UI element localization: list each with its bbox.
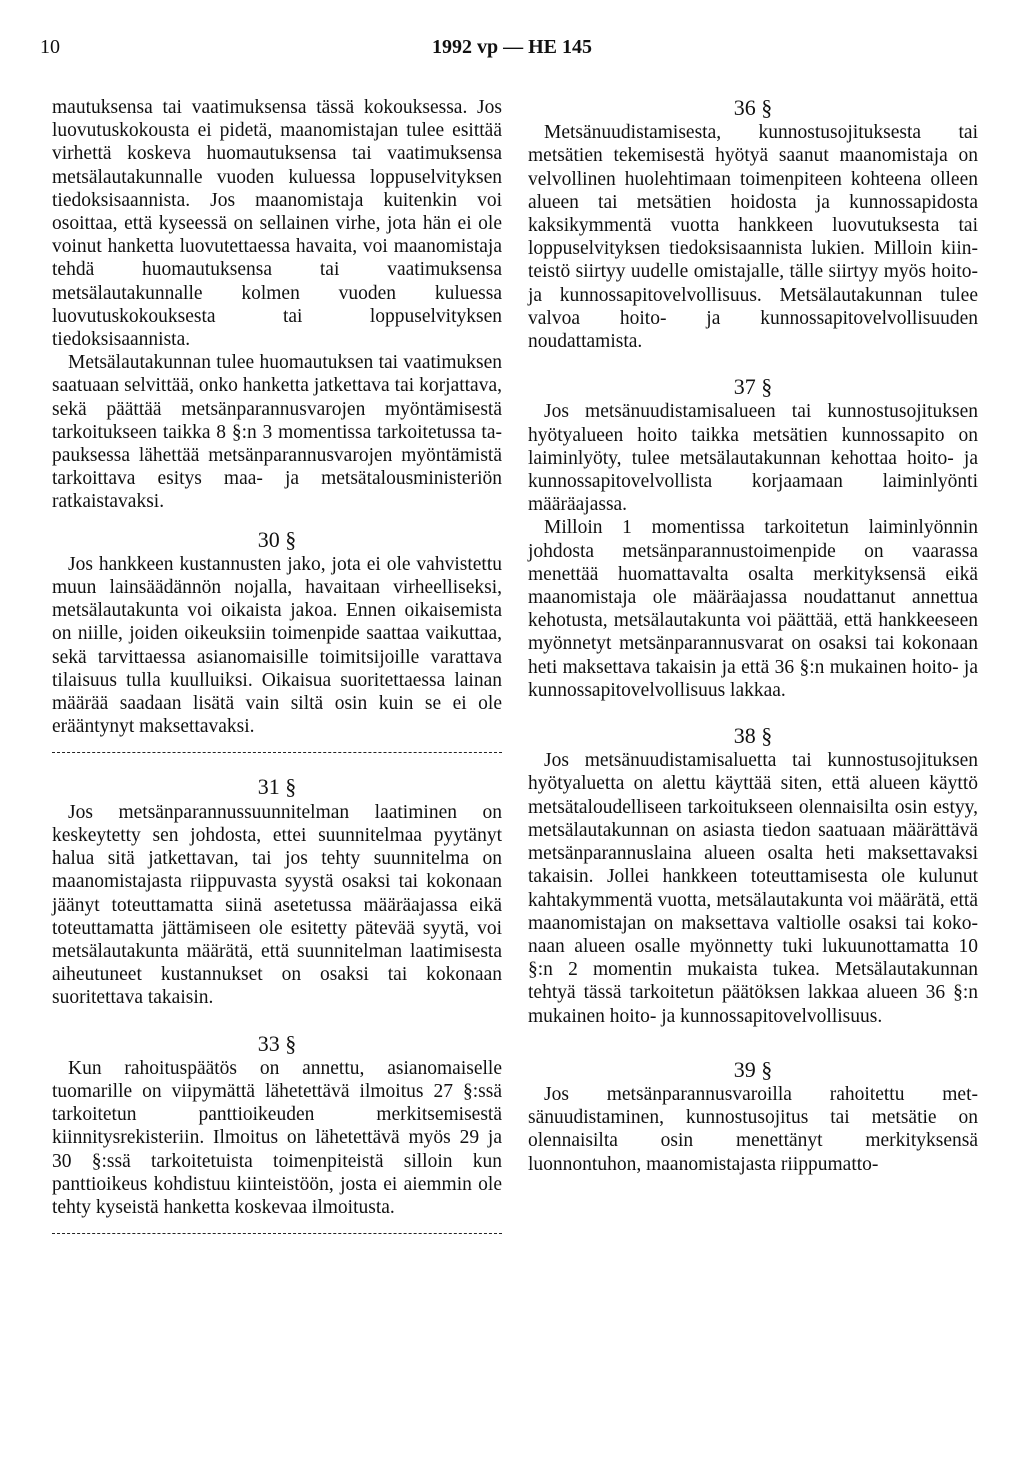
section-38-text: Jos metsänuudistamisaluetta tai kunnostusojituksen hyötyaluetta on alettu käyttää siten, että alueen käyttö metsätaloudelliseen tarkoitukseen olennaisilta osin estyy, metsälautakunnan on asiasta tiedon saatuaan määrättävä metsänparannuslaina alueen osalta heti maksettavaksi takaisin. Jollei hankkeen toteuttamisesta ole kulunut kahtakymmentä vuotta, metsälautakunta voi määrätä, että maanomistajan on maksettava valtiolle osaksi tai kokonaan alueen osalle myönnetty tuki lukuunottamatta 10 §:n 2 momentin mukaista tukea. Metsälautakunnan tehtyä tässä tarkoitetun päätöksen lakkaa alueen 36 §:n mukainen hoito- ja kunnossapitovelvollisuus. — [528, 750, 978, 1027]
intro-paragraph-2: Metsälautakunnan tulee huomautuksen tai vaatimuksen saatuaan selvittää, onko hanketta jatkettava tai korjattava, sekä päättää metsänparannusvarojen myöntämisestä tarkoitukseen taikka 8 §:n 3 momentissa tarkoitetussa tapauksessa lähettää metsänparannusvarojen myöntämistä tarkoittava esitys maa- ja metsätalousministeriön ratkaistavaksi. — [52, 352, 502, 513]
section-37-text-2: Milloin 1 momentissa tarkoitetun laiminlyönnin johdosta metsänparannustoimenpide on vaarassa menettää huomattavalta osalta merkityksensä eikä maanomistaja ole määräajassa noudattanut annettua kehotusta, metsälautakunta voi päättää, että hankkeeseen myönnetyt metsänparannusvarat on osaksi tai kokonaan heti maksettava takaisin ja että 36 §:n mukainen hoito- ja kunnossapitovelvollisuus lakkaa. — [528, 517, 978, 701]
section-divider — [52, 1233, 502, 1234]
section-30-text: Jos hankkeen kustannusten jako, jota ei ole vahvistettu muun lainsäädännön nojalla, havaitaan virheelliseksi, metsälautakunta voi oikaista jakoa. Ennen oikaisemista on niille, joiden oikeuksiin toimenpide saattaa vaikuttaa, sekä tarvittaessa asianomaisille toimitsijoille varattava tilaisuus tulla kuulluiksi. Oikaisua suoritettaessa lainan määrää saadaan lisätä vain siltä osin kuin se ei ole erääntynyt maksettavaksi. — [52, 553, 502, 738]
left-column — [52, 96, 502, 1234]
section-38-heading: 38 § — [733, 723, 773, 749]
section-36-text: Metsänuudistamisesta, kunnostusojituksesta tai metsätien tekemisestä hyötyä saanut maanomistaja on velvollinen huolehtimaan toimenpiteen kohteena olleen alueen tai metsätien hoidosta ja kunnossapidosta kaksikymmentä vuotta hankkeen luovutuksesta tai loppuselvityksen tiedoksisaannista lukien. Milloin kiinteistö siirtyy uudelle omistajalle, tälle siirtyy myös hoito- ja kunnossapitovelvollisuus. Metsälautakunnan tulee valvoa hoito- ja kunnossapitovelvollisuuden noudattamista. — [528, 122, 978, 353]
page-number: 10 — [40, 36, 60, 58]
running-head: 1992 vp — HE 145 — [431, 36, 593, 58]
section-39-heading: 39 § — [733, 1056, 773, 1082]
intro-paragraph-1: mautuksensa tai vaatimuksensa tässä kokouksessa. Jos luovutuskokousta ei pidetä, maanomistajan tulee esittää virhettä koskeva huomautuksensa tai vaatimuksensa metsälautakunnalle vuoden kuluessa loppuselvityksen tiedoksisaannista. Jos maanomistaja kuitenkin voi osoittaa, että kyseessä on sellainen virhe, jota hän ei ole voinut hanketta luovutettaessa havaita, voi maanomistaja tehdä huomautuksensa tai vaatimuksensa metsälautakunnalle kolmen vuoden kuluessa luovutuskokouksesta tai loppuselvityksen tiedoksisaannista. — [52, 97, 502, 351]
section-30-heading: 30 § — [257, 526, 297, 552]
right-column — [528, 96, 978, 1176]
section-36-heading: 36 § — [733, 95, 773, 120]
section-37-heading: 37 § — [733, 374, 773, 400]
section-31-heading: 31 § — [257, 774, 297, 800]
section-33-heading: 33 § — [257, 1030, 297, 1056]
section-39-text: Jos metsänparannusvaroilla rahoitettu metsänuudistaminen, kunnostusojitus tai metsätie on olennaisilta osin menettänyt merkityksensä luonnontuhon, maanomistajasta riippumatto- — [528, 1083, 978, 1175]
section-37-text-1: Jos metsänuudistamisalueen tai kunnostusojituksen hyötyalueen hoito taikka metsätien kunnossapito on laiminlyöty, tulee metsälautakunnan kehottaa hoito- ja kunnossapitovelvollista korjaamaan laiminlyönti määräajassa. — [528, 401, 978, 516]
section-31-text: Jos metsänparannussuunnitelman laatiminen on keskeytetty sen johdosta, ettei suunnitelmaa pyytänyt halua sitä jatkettavan, tai jos tehty suunnitelma on maanomistajasta riippuvasta syystä osaksi tai kokonaan jäänyt toteuttamatta siinä asetetussa määräajassa eikä toteuttamatta jättämiseen ole esitetty pätevää syytä, voi metsälautakunta määrätä, että suunnitelman laatimisesta aiheutuneet kustannukset on osaksi tai kokonaan suoritettava takaisin. — [52, 801, 502, 1009]
section-33-text: Kun rahoituspäätös on annettu, asianomaiselle tuomarille on viipymättä lähetettävä ilmoitus 27 §:ssä tarkoitetun panttioikeuden merkitsemisestä kiinnitysrekisteriin. Ilmoitus on lähetettävä myös 29 ja 30 §:ssä tarkoitetuista toimenpiteistä silloin kun panttioikeus kohdistuu kiinteistöön, josta ei aiemmin ole tehty kyseistä hanketta koskevaa ilmoitusta. — [52, 1057, 502, 1218]
